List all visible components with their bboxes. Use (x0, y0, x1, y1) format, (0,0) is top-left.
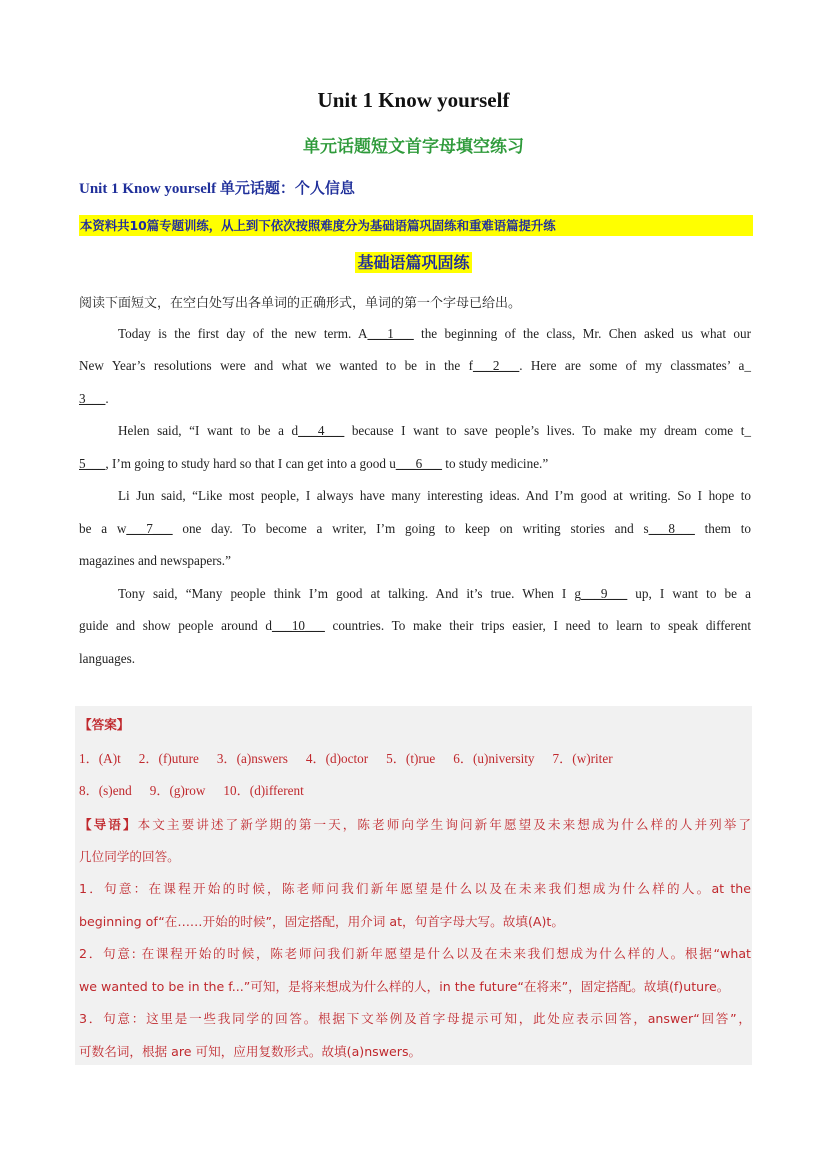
blank-5: 5___ (79, 456, 106, 471)
blank-2: ___2___ (473, 358, 520, 373)
blank-4: ___4___ (298, 423, 345, 438)
explanation-2: 2．句意: 在课程开始的时候，陈老师问我们新年愿望是什么以及在未来我们想成为什么样的人。根据“what (79, 946, 751, 961)
guide-line: 几位同学的回答。 (79, 849, 180, 864)
answer-row-1 (79, 748, 751, 767)
answer-item: 2．(f)uture (138, 751, 199, 766)
explanation-3: 可数名词，根据 are 可知，应用复数形式。故填(a)nswers。 (79, 1044, 422, 1059)
passage-line: guide and show people around d___10___ countries. To make their trips easier, I need to learn to speak different (79, 618, 751, 633)
section-heading-text: 基础语篇巩固练 (357, 253, 470, 272)
answer-item: 3．(a)nswers (216, 751, 288, 766)
answer-item: 5．(t)rue (386, 751, 436, 766)
passage-line: 3___. (79, 391, 109, 406)
blank-7: ___7___ (126, 521, 173, 536)
notice-banner: 本资料共10篇专题训练，从上到下依次按照难度分为基础语篇巩固练和重难语篇提升练 (79, 215, 753, 236)
page-subtitle: 单元话题短文首字母填空练习 (303, 137, 524, 157)
guide-line: 【导语】本文主要讲述了新学期的第一天，陈老师向学生询问新年愿望及未来想成为什么样的人并列举了 (79, 817, 752, 832)
passage-line: magazines and newspapers.” (79, 553, 231, 568)
answer-item: 4．(d)octor (305, 751, 369, 766)
blank-8: ___8___ (648, 521, 695, 536)
explanation-1: 1．句意：在课程开始的时候，陈老师问我们新年愿望是什么以及在未来我们想成为什么样的人。at the (79, 881, 751, 896)
answer-item: 10．(d)ifferent (223, 783, 304, 798)
answer-item: 1．(A)t (79, 751, 121, 766)
passage-line: be a w___7___ one day. To become a writer, I’m going to keep on writing stories and s___8___ them to (79, 521, 751, 536)
instruction: 阅读下面短文，在空白处写出各单词的正确形式，单词的第一个字母已给出。 (79, 296, 522, 311)
blank-10: ___10___ (272, 618, 325, 633)
passage-line: languages. (79, 651, 136, 666)
answer-item: 8．(s)end (79, 783, 132, 798)
blank-6: ___6___ (395, 456, 442, 471)
explanation-1: beginning of“在……开始的时候”，固定搭配，用介词 at，句首字母大写。故填(A)t。 (79, 914, 564, 929)
answer-item: 9．(g)row (149, 783, 206, 798)
unit-topic: Unit 1 Know yourself 单元话题：个人信息 (79, 181, 355, 197)
answer-label: 【答案】 (79, 717, 130, 732)
passage-line: New Year’s resolutions were and what we wanted to be in the f___2___. Here are some of my classmates’ a_ (79, 358, 752, 373)
section-heading (0, 250, 827, 273)
blank-3: 3___ (79, 391, 106, 406)
explanation-2: we wanted to be in the f...”可知，是将来想成为什么样的人，in the future“在将来”，固定搭配。故填(f)uture。 (79, 979, 730, 994)
blank-9: ___9___ (581, 586, 628, 601)
passage-line: Helen said, “I want to be a d___4___ because I want to save people’s lives. To make my dream come t_ (118, 423, 751, 438)
passage-line: Li Jun said, “Like most people, I always have many interesting ideas. And I’m good at writing. So I hope to (118, 488, 751, 503)
explanation-3: 3．句意：这里是一些我同学的回答。根据下文举例及首字母提示可知，此处应表示回答，answer“回答”， (79, 1011, 751, 1026)
passage-line: Tony said, “Many people think I’m good at talking. And it’s true. When I g___9___ up, I want to be a (118, 586, 751, 601)
answer-item: 6．(u)niversity (453, 751, 535, 766)
passage-line: Today is the first day of the new term. A___1___ the beginning of the class, Mr. Chen asked us what our (118, 326, 751, 341)
page-title: Unit 1 Know yourself (317, 88, 510, 112)
blank-1: ___1___ (367, 326, 414, 341)
answer-item: 7．(w)riter (552, 751, 613, 766)
answer-row-2 (79, 780, 751, 799)
passage-line: 5___, I’m going to study hard so that I can get into a good u___6___ to study medicine.” (79, 456, 549, 471)
